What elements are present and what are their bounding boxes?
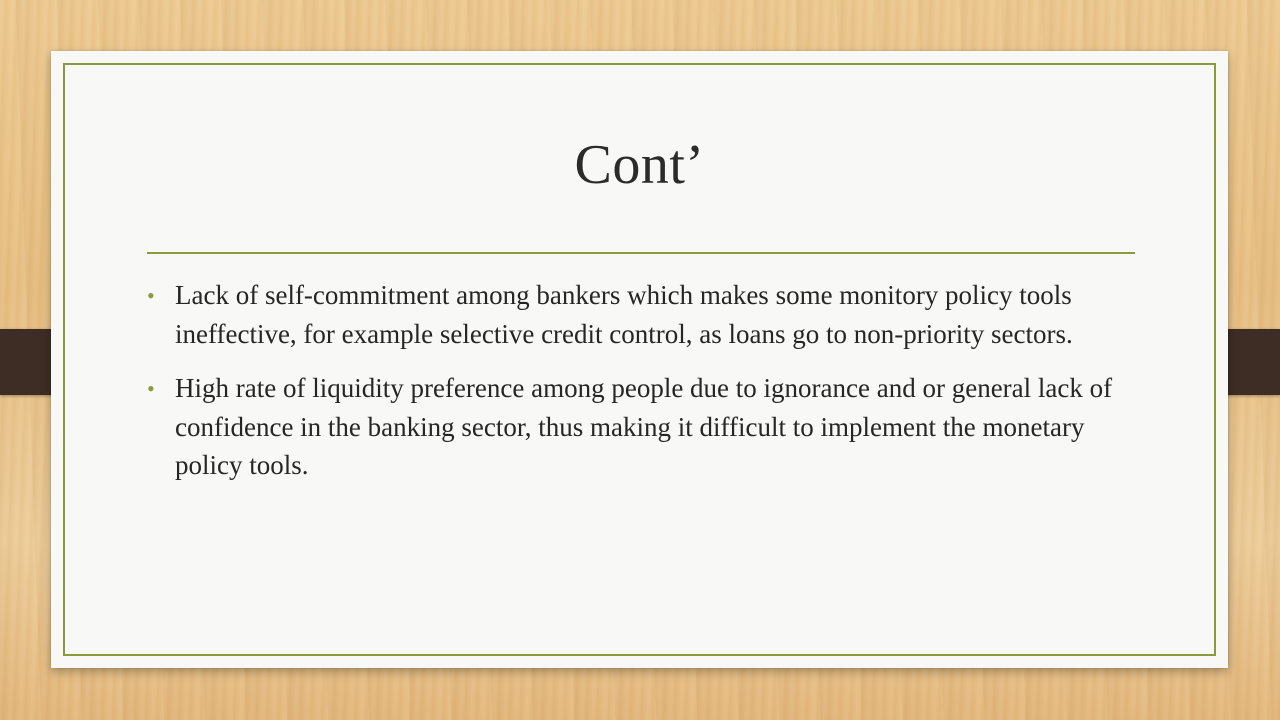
bullet-list — [147, 276, 1147, 501]
title-divider — [147, 252, 1135, 254]
slide-title: Cont’ — [574, 134, 705, 196]
bullet-text: Lack of self-commitment among bankers which makes some monitory policy tools ineffective, for example selective credit control, as loans go to non-priority sectors. — [175, 280, 1073, 349]
bullet-marker: • — [147, 283, 155, 308]
slide-card — [51, 51, 1228, 668]
bullet-item-1 — [147, 276, 1147, 353]
bullet-marker: • — [147, 376, 155, 401]
bullet-text: High rate of liquidity preference among people due to ignorance and or general lack of confidence in the banking sector, thus making it difficult to implement the monetary policy tools. — [175, 373, 1113, 480]
bullet-item-2 — [147, 369, 1147, 485]
